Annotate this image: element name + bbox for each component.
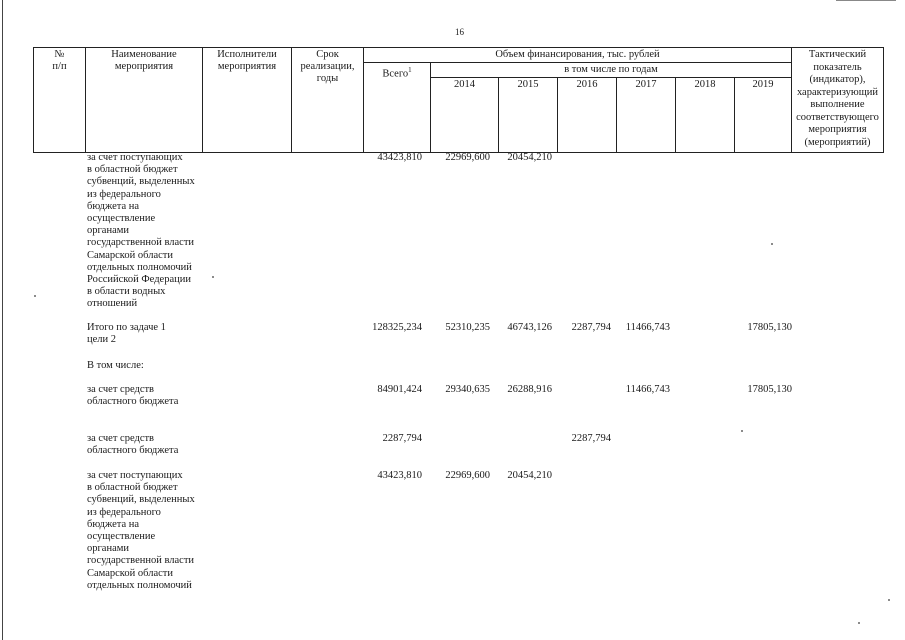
header-term: Срок реализации, годы <box>292 48 364 153</box>
row-label: Итого по задаче 1 цели 2 <box>87 322 166 346</box>
row-2017: 11466,743 <box>625 384 670 395</box>
row-total: 128325,234 <box>372 322 422 333</box>
scan-speck <box>858 622 860 624</box>
header-year-2019: 2019 <box>735 78 792 153</box>
row-2014: 22969,600 <box>445 470 490 481</box>
row-2014: 22969,600 <box>445 152 490 163</box>
row-total: 43423,810 <box>377 470 422 481</box>
header-total-label: Всего <box>382 68 409 80</box>
header-total-footnote: 1 <box>408 66 412 74</box>
header-funding: Объем финансирования, тыс. рублей <box>364 48 792 63</box>
scan-speck <box>741 430 743 432</box>
header-name: Наименование мероприятия <box>86 48 203 153</box>
row-2016: 2287,794 <box>571 322 611 333</box>
header-year-2018: 2018 <box>676 78 735 153</box>
row-2014: 29340,635 <box>445 384 490 395</box>
row-label: за счет средств областного бюджета <box>87 433 179 457</box>
row-total: 43423,810 <box>377 152 422 163</box>
row-2015: 20454,210 <box>507 152 552 163</box>
row-2019: 17805,130 <box>747 384 792 395</box>
page-edge-top <box>836 0 896 1</box>
table-header <box>33 47 884 153</box>
row-2015: 20454,210 <box>507 470 552 481</box>
scan-speck <box>212 276 214 278</box>
row-2015: 26288,916 <box>507 384 552 395</box>
header-executors: Исполнители мероприятия <box>203 48 292 153</box>
row-2014: 52310,235 <box>445 322 490 333</box>
row-label: В том числе: <box>87 360 144 371</box>
header-total <box>364 63 431 153</box>
header-year-2016: 2016 <box>558 78 617 153</box>
page-number: 16 <box>455 27 464 37</box>
row-label: за счет средств областного бюджета <box>87 384 179 408</box>
header-by-years: в том числе по годам <box>431 63 792 78</box>
header-indicator: Тактический показатель (индикатор), характеризующий выполнение соответствующего мероприятия (мероприятий) <box>792 48 884 153</box>
scan-speck <box>771 243 773 245</box>
header-num: № п/п <box>34 48 86 153</box>
row-2019: 17805,130 <box>747 322 792 333</box>
header-year-2015: 2015 <box>499 78 558 153</box>
page-edge-left <box>2 0 3 640</box>
row-total: 2287,794 <box>382 433 422 444</box>
row-label: за счет поступающих в областной бюджет субвенций, выделенных из федерального бюджета на осуществление органами государственной власти Самарской области отдельных полномочий <box>87 470 195 591</box>
row-2015: 46743,126 <box>507 322 552 333</box>
header-year-2014: 2014 <box>431 78 499 153</box>
scan-speck <box>34 295 36 297</box>
row-label: за счет поступающих в областной бюджет субвенций, выделенных из федерального бюджета на осуществление органами государственной власти Самарской области отдельных полномочий Российской Федерации в области водных отношений <box>87 152 195 310</box>
row-2016: 2287,794 <box>571 433 611 444</box>
header-year-2017: 2017 <box>617 78 676 153</box>
scan-speck <box>888 599 890 601</box>
row-2017: 11466,743 <box>625 322 670 333</box>
row-total: 84901,424 <box>377 384 422 395</box>
